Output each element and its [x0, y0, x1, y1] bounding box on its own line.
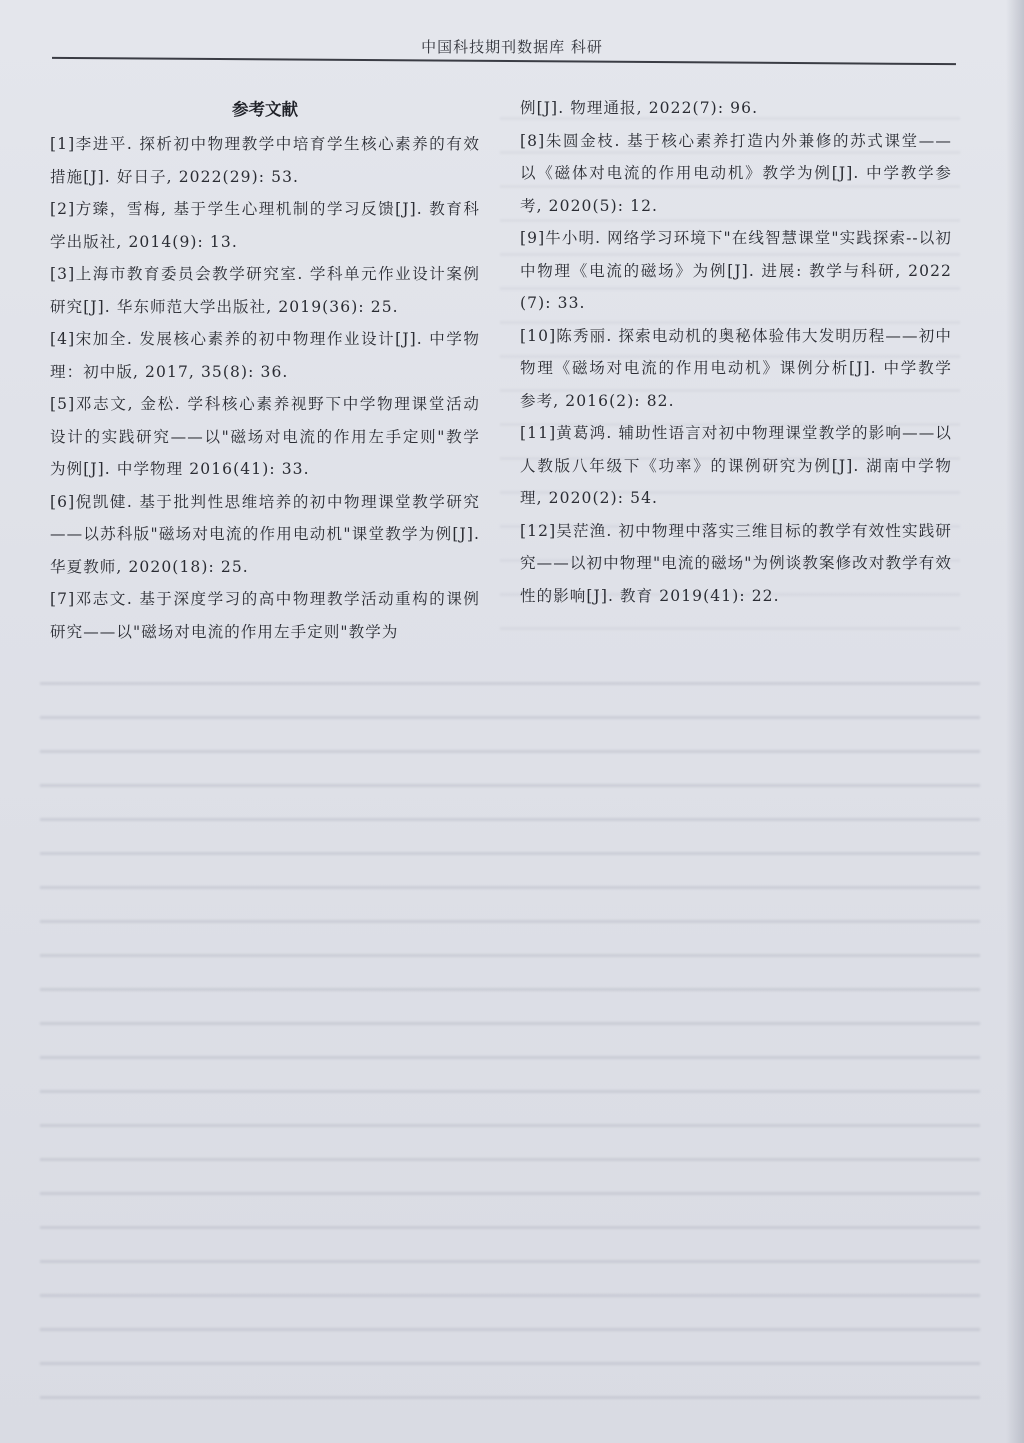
reference-item: [2]方臻，雪梅, 基于学生心理机制的学习反馈[J]. 教育科学出版社, 2014(9): 13. — [50, 200, 480, 251]
bleed-through-text-lower — [40, 660, 980, 1420]
header-rule — [52, 57, 956, 65]
reference-item: [8]朱圆金枝. 基于核心素养打造内外兼修的苏式课堂——以《磁体对电流的作用电动机》教学为例[J]. 中学教学参考, 2020(5): 12. — [520, 131, 952, 215]
references-right-column — [520, 92, 952, 612]
reference-item: [10]陈秀丽. 探索电动机的奥秘体验伟大发明历程——初中物理《磁场对电流的作用电动机》课例分析[J]. 中学教学参考, 2016(2): 82. — [520, 326, 952, 410]
references-heading: 参考文献 — [232, 100, 298, 119]
journal-header: 中国科技期刊数据库 科研 — [421, 38, 603, 56]
reference-item: [1]李进平. 探析初中物理教学中培育学生核心素养的有效措施[J]. 好日子, 2022(29): 53. — [50, 135, 480, 186]
reference-item: [11]黄葛鸿. 辅助性语言对初中物理课堂教学的影响——以人教版八年级下《功率》的课例研究为例[J]. 湖南中学物理, 2020(2): 54. — [520, 424, 952, 507]
reference-item: [9]牛小明. 网络学习环境下"在线智慧课堂"实践探索--以初中物理《电流的磁场》为例[J]. 进展: 教学与科研, 2022(7): 33. — [520, 229, 952, 312]
page-edge-shadow — [1006, 0, 1024, 1443]
reference-item: [12]吴茫渔. 初中物理中落实三维目标的教学有效性实践研究——以初中物理"电流的磁场"为例谈教案修改对教学有效性的影响[J]. 教育 2019(41): 22. — [520, 521, 952, 605]
reference-item: [5]邓志文, 金松. 学科核心素养视野下中学物理课堂活动设计的实践研究——以"磁场对电流的作用左手定则"教学为例[J]. 中学物理 2016(41): 33. — [50, 395, 480, 478]
reference-item: [7]邓志文. 基于深度学习的高中物理教学活动重构的课例研究——以"磁场对电流的作用左手定则"教学为 — [50, 590, 480, 641]
reference-item: [6]倪凯健. 基于批判性思维培养的初中物理课堂教学研究——以苏科版"磁场对电流的作用电动机"课堂教学为例[J]. 华夏教师, 2020(18): 25. — [50, 492, 480, 576]
references-left-column — [50, 92, 480, 648]
reference-item: [3]上海市教育委员会教学研究室. 学科单元作业设计案例研究[J]. 华东师范大学出版社, 2019(36): 25. — [50, 265, 480, 316]
reference-item: [4]宋加全. 发展核心素养的初中物理作业设计[J]. 中学物理：初中版, 2017, 35(8): 36. — [50, 330, 480, 381]
reference-item: 例[J]. 物理通报, 2022(7): 96. — [520, 99, 759, 117]
